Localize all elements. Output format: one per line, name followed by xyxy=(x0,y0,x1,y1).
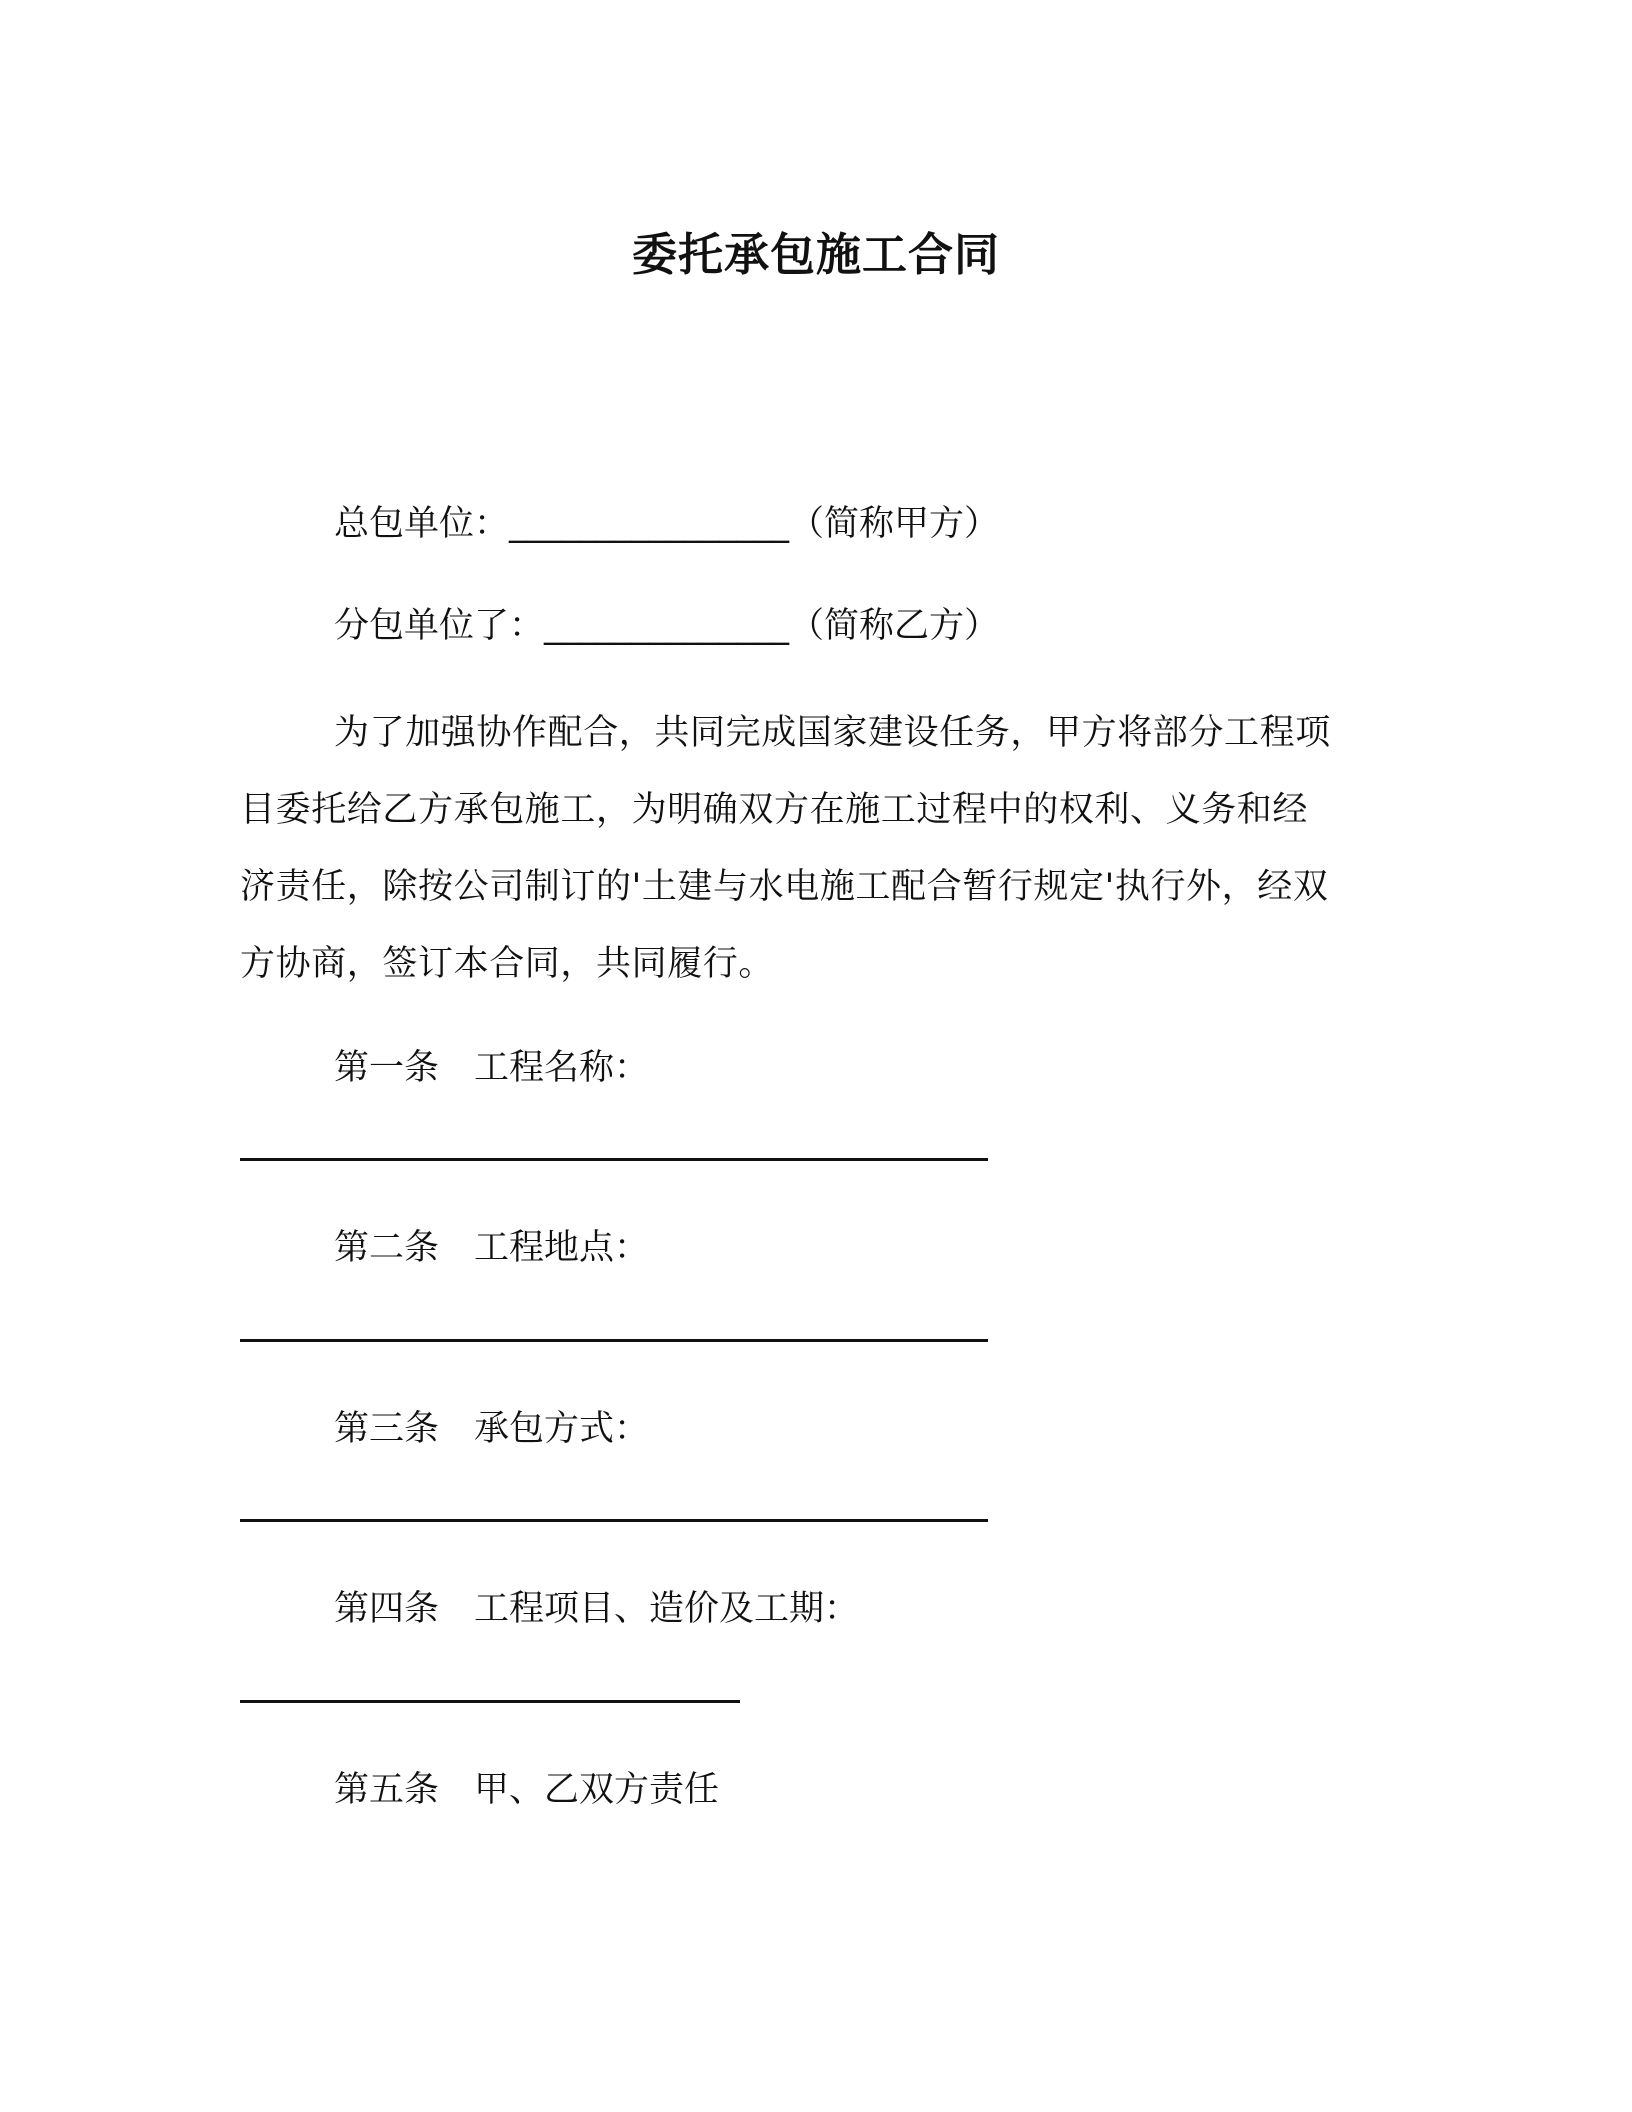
general-contractor-label: 总包单位： xyxy=(334,504,510,544)
intro-line: 目委托给乙方承包施工，为明确双方在施工过程中的权利、义务和经 xyxy=(240,790,1309,830)
subcontractor-line xyxy=(334,598,999,648)
article-3-heading: 第三条 承包方式： xyxy=(334,1409,650,1449)
intro-line: 方协商，签订本合同，共同履行。 xyxy=(240,944,775,984)
general-contractor-blank: ________________ xyxy=(509,504,790,544)
article-2-fill-line xyxy=(240,1339,988,1342)
subcontractor-label: 分包单位了： xyxy=(334,606,545,646)
subcontractor-blank: ______________ xyxy=(544,606,790,646)
intro-line: 济责任，除按公司制订的'土建与水电施工配合暂行规定'执行外，经双 xyxy=(240,867,1329,907)
article-1-heading: 第一条 工程名称： xyxy=(334,1048,650,1088)
intro-line: 为了加强协作配合，共同完成国家建设任务，甲方将部分工程项 xyxy=(334,713,1331,753)
article-3-fill-line xyxy=(240,1519,988,1522)
article-1-fill-line xyxy=(240,1158,988,1161)
article-4-heading: 第四条 工程项目、造价及工期： xyxy=(334,1589,860,1629)
general-contractor-line xyxy=(334,496,999,546)
general-contractor-note: （简称甲方） xyxy=(789,504,1000,544)
article-4-fill-line xyxy=(240,1700,740,1703)
subcontractor-note: （简称乙方） xyxy=(789,606,1000,646)
document-title: 委托承包施工合同 xyxy=(631,228,1000,281)
article-5-heading: 第五条 甲、乙双方责任 xyxy=(334,1770,720,1810)
article-2-heading: 第二条 工程地点： xyxy=(334,1228,650,1268)
